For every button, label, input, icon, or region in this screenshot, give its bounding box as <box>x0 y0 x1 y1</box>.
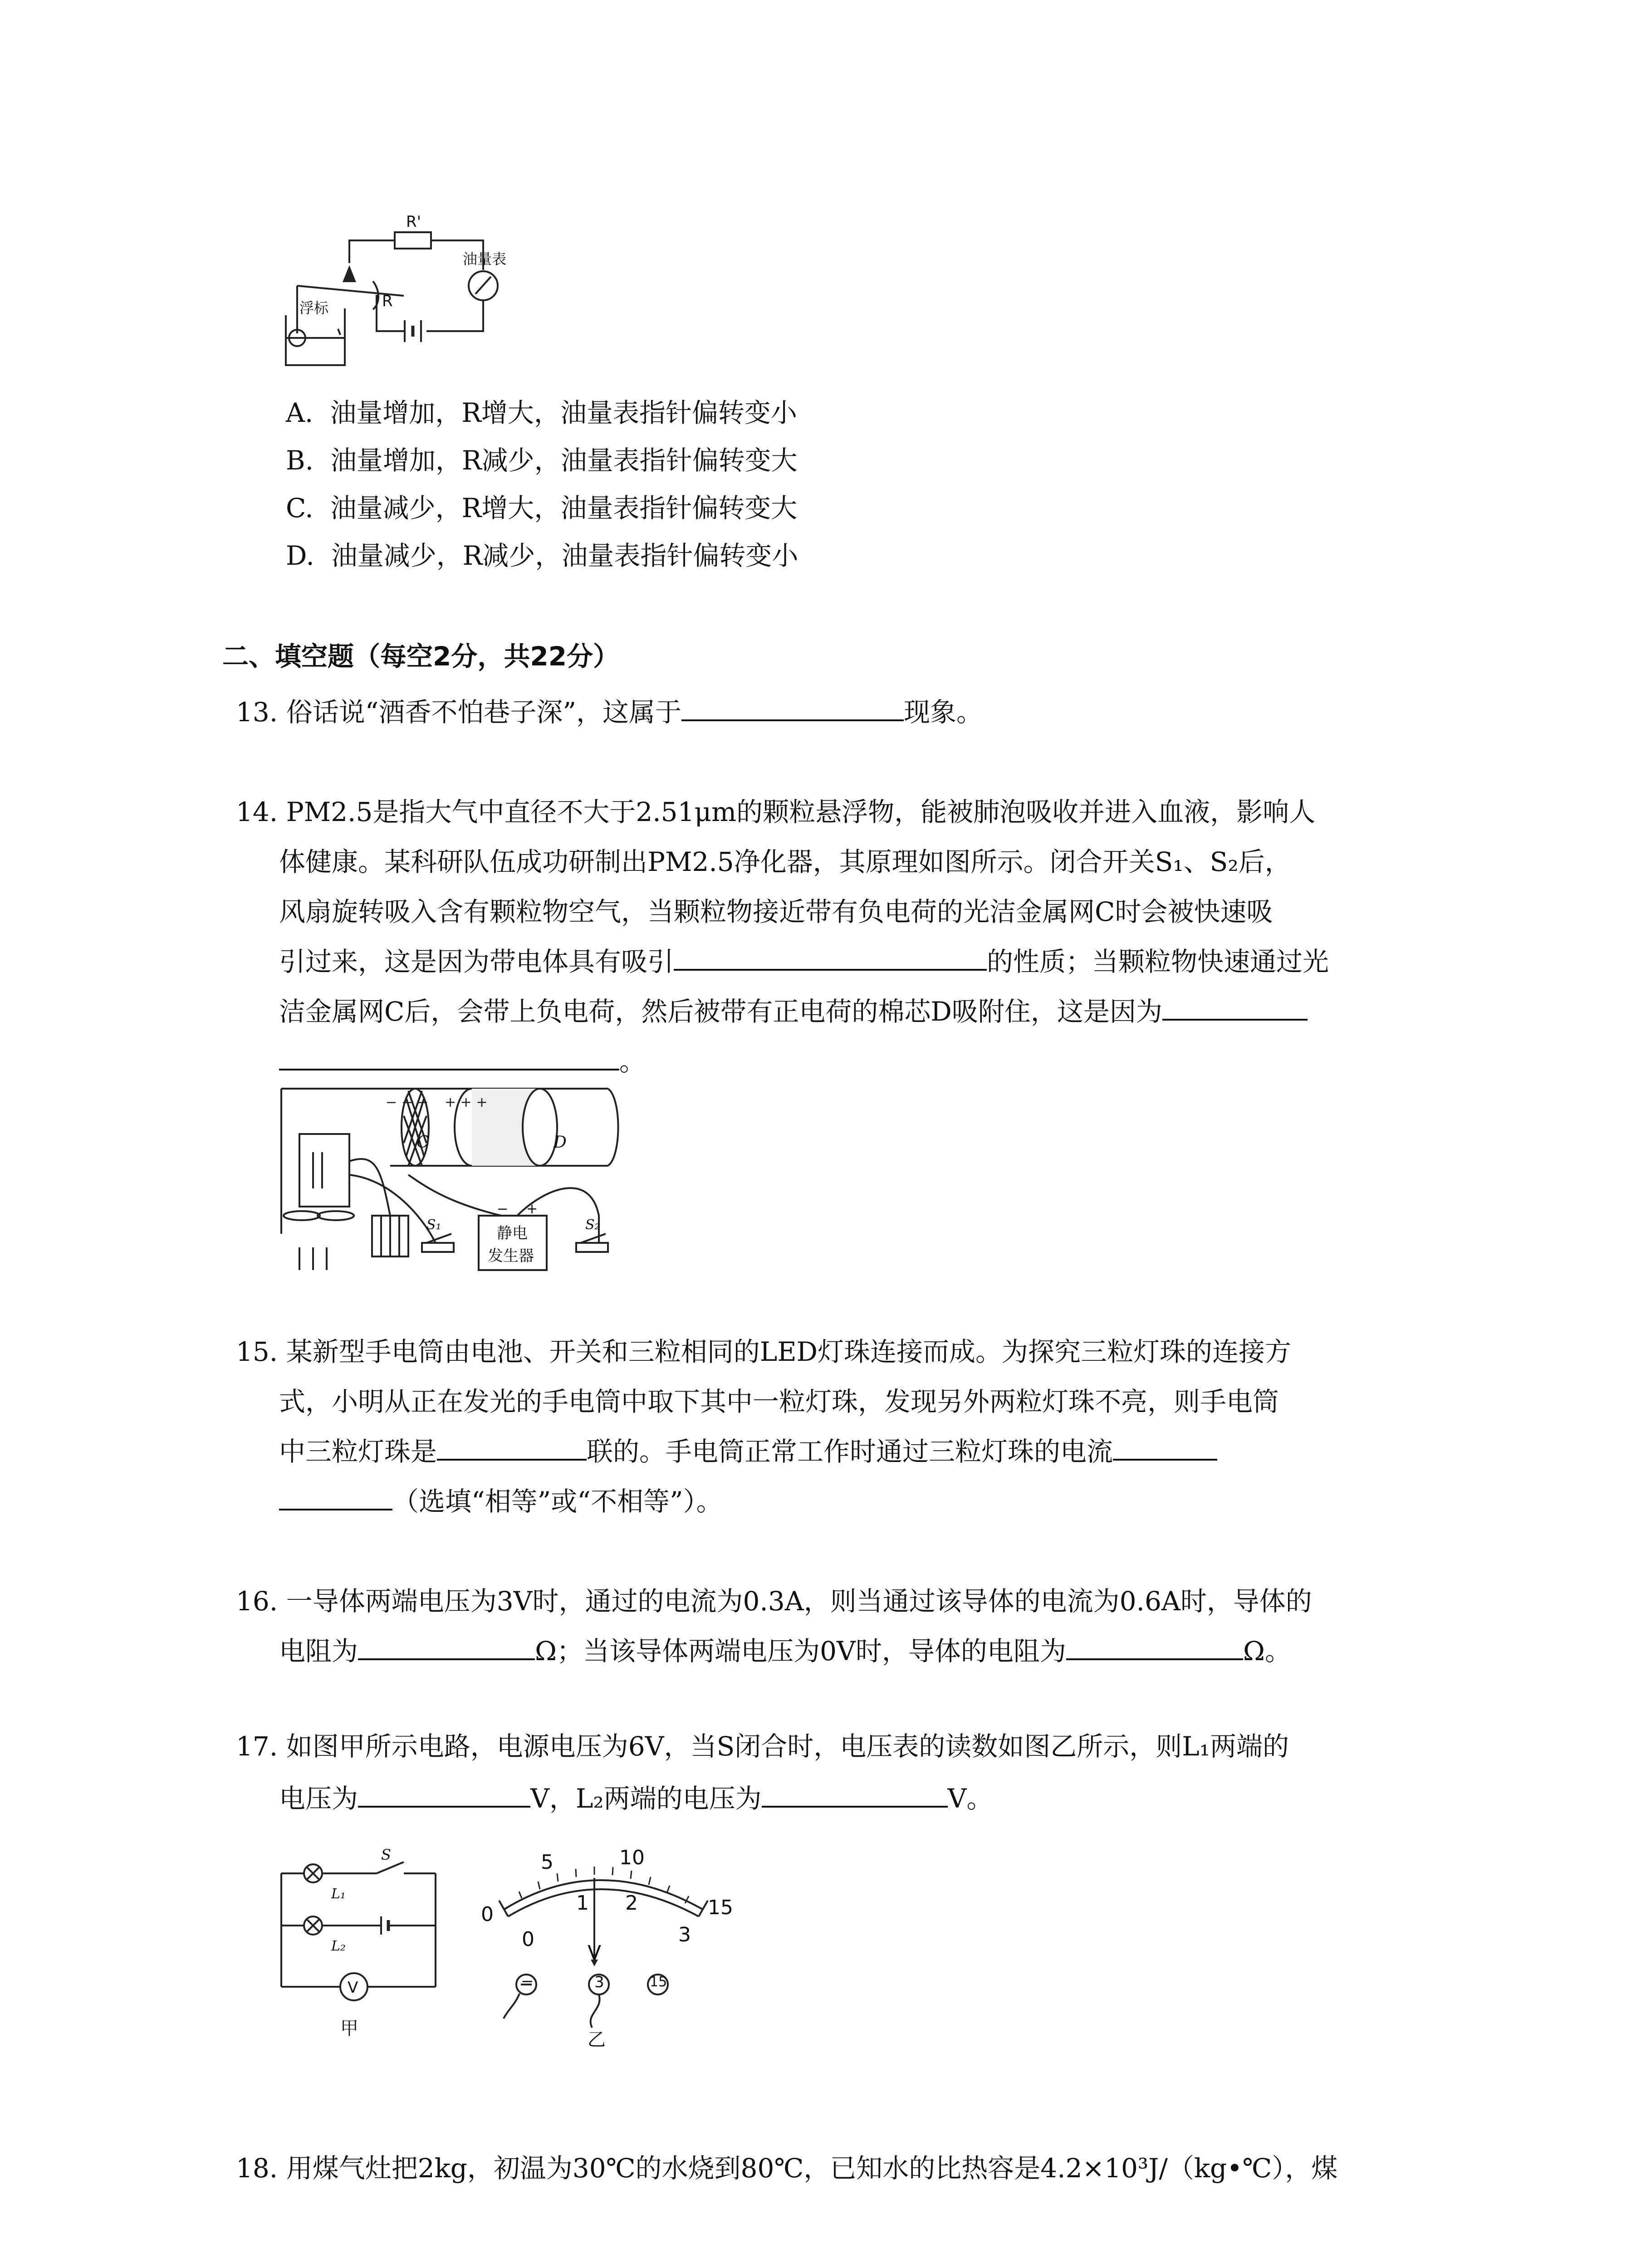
yi-bottom-tick-1: 1 <box>576 1892 589 1915</box>
voltmeter-yi-figure <box>472 1828 753 2050</box>
pm-generator-label-1: 静电 <box>497 1224 528 1242</box>
pm-minus-label: − <box>497 1201 509 1217</box>
answer-blank[interactable] <box>674 945 987 971</box>
pm25-purifier-figure <box>272 1080 635 1279</box>
q15-line-3b: 联的。手电筒正常工作时通过三粒灯珠的电流 <box>587 1436 1113 1467</box>
question-number: 16. <box>236 1586 278 1617</box>
jia-s-label: S <box>381 1846 391 1863</box>
option-text: 油量减少，R增大，油量表指针偏转变大 <box>330 493 798 523</box>
q13-text-b: 现象。 <box>904 697 983 728</box>
q17-line-2a: 电压为 <box>279 1783 358 1814</box>
svg-text:− − −: − − − <box>386 1095 429 1110</box>
option-text: 油量减少，R减少，油量表指针偏转变小 <box>331 540 798 571</box>
yi-v-label: V <box>588 1941 602 1965</box>
yi-bottom-tick-2: 2 <box>625 1892 638 1915</box>
pm-c-label: C <box>416 1133 429 1152</box>
q16-line-2a: 电阻为 <box>279 1636 358 1667</box>
option-a <box>286 395 797 431</box>
yi-bottom-tick-3: 3 <box>678 1923 691 1946</box>
yi-caption: 乙 <box>588 2029 606 2050</box>
option-text: 油量增加，R增大，油量表指针偏转变小 <box>330 397 797 428</box>
pm25-purifier-diagram <box>272 1080 635 1279</box>
q15-line-4 <box>279 1483 723 1520</box>
q14-line-6-text: 。 <box>619 1046 646 1077</box>
pm-d-label: D <box>554 1133 567 1152</box>
q16-line-2 <box>279 1633 1291 1669</box>
question-14 <box>236 794 1315 830</box>
q16-line-2b: Ω；当该导体两端电压为0V时，导体的电阻为 <box>535 1636 1066 1667</box>
question-18 <box>236 2150 1337 2186</box>
answer-blank[interactable] <box>1113 1435 1217 1461</box>
q17-line-2 <box>279 1780 993 1817</box>
q14-line-1: PM2.5是指大气中直径不大于2.51μm的颗粒悬浮物，能被肺泡吸收并进入血液，影响人 <box>286 797 1316 827</box>
q17-line-2b: V，L₂两端的电压为 <box>530 1783 762 1814</box>
q13-text-a: 俗话说“酒香不怕巷子深”，这属于 <box>286 697 681 728</box>
q16-line-1: 一导体两端电压为3V时，通过的电流为0.3A，则当通过该导体的电流为0.6A时，导体的 <box>286 1586 1312 1617</box>
question-number: 14. <box>236 797 278 827</box>
option-letter: A. <box>286 397 314 428</box>
q14-line-4a: 引过来，这是因为带电体具有吸引 <box>279 946 674 977</box>
option-letter: B. <box>286 445 314 476</box>
circuit-jia-figure <box>272 1842 454 2041</box>
q14-line-3: 风扇旋转吸入含有颗粒物空气，当颗粒物接近带有负电荷的光洁金属网C时会被快速吸 <box>279 896 1273 927</box>
q14-line-5-text: 洁金属网C后，会带上负电荷，然后被带有正电荷的棉芯D吸附住，这是因为 <box>279 996 1162 1027</box>
jia-l1-label: L₁ <box>331 1886 346 1902</box>
question-16 <box>236 1583 1312 1619</box>
q15-line-4-text: （选填“相等”或“不相等”）。 <box>392 1486 723 1517</box>
q14-line-4b: 的性质；当颗粒物快速通过光 <box>987 946 1329 977</box>
jia-l2-label: L₂ <box>331 1938 346 1954</box>
answer-blank[interactable] <box>358 1635 535 1660</box>
question-13 <box>236 694 983 730</box>
oil-meter-label: 油量表 <box>463 250 507 268</box>
oil-float-label: 浮标 <box>299 299 329 317</box>
yi-terminal-15: 15 <box>650 1974 667 1990</box>
oil-r-label: R <box>382 292 393 310</box>
option-letter: D. <box>286 540 314 571</box>
q15-line-3 <box>279 1433 1217 1470</box>
yi-top-tick-15: 15 <box>708 1896 733 1919</box>
svg-text:+ + +: + + + <box>445 1095 488 1110</box>
answer-blank[interactable] <box>437 1435 587 1461</box>
yi-top-tick-10: 10 <box>619 1846 645 1869</box>
pm-generator-label-2: 发生器 <box>488 1247 534 1265</box>
answer-blank[interactable] <box>762 1782 948 1808</box>
pm-s2-label: S₂ <box>585 1217 600 1233</box>
pm-plus-label: + <box>526 1201 538 1217</box>
option-text: 油量增加，R减少，油量表指针偏转变大 <box>330 445 798 476</box>
q18-line-1: 用煤气灶把2kg，初温为30℃的水烧到80℃，已知水的比热容是4.2×10³J/（kg•℃），煤 <box>286 2153 1338 2184</box>
q15-line-3a: 中三粒灯珠是 <box>279 1436 437 1467</box>
section-heading: 二、填空题（每空2分，共22分） <box>222 641 620 672</box>
option-d <box>286 538 798 574</box>
oil-r-prime-label: R' <box>406 213 421 231</box>
answer-blank[interactable] <box>1162 995 1308 1021</box>
option-c <box>286 490 797 526</box>
yi-top-tick-0: 0 <box>481 1903 494 1926</box>
q15-line-2: 式，小明从正在发光的手电筒中取下其中一粒灯珠，发现另外两粒灯珠不亮，则手电筒 <box>279 1386 1279 1417</box>
question-number: 15. <box>236 1336 278 1367</box>
question-17 <box>236 1728 1289 1765</box>
option-b <box>286 442 798 479</box>
answer-blank[interactable] <box>681 696 904 721</box>
yi-bottom-tick-0: 0 <box>522 1928 534 1951</box>
yi-top-tick-5: 5 <box>541 1851 554 1874</box>
q17-line-1: 如图甲所示电路，电源电压为6V，当S闭合时，电压表的读数如图乙所示，则L₁两端的 <box>286 1731 1289 1762</box>
answer-blank[interactable] <box>358 1782 530 1808</box>
answer-blank[interactable] <box>279 1485 392 1510</box>
q14-line-2: 体健康。某科研队伍成功研制出PM2.5净化器，其原理如图所示。闭合开关S₁、S₂后， <box>279 846 1291 877</box>
question-15 <box>236 1334 1291 1370</box>
option-letter: C. <box>286 493 314 523</box>
circuit-jia-diagram <box>272 1842 454 2041</box>
q14-line-4 <box>279 943 1329 980</box>
pm-s1-label: S₁ <box>426 1217 441 1233</box>
q15-line-1: 某新型手电筒由电池、开关和三粒相同的LED灯珠连接而成。为探究三粒灯珠的连接方 <box>286 1336 1292 1367</box>
question-number: 17. <box>236 1731 278 1762</box>
q14-line-6 <box>279 1043 646 1080</box>
yi-terminal-minus: − <box>521 1972 534 1990</box>
q14-line-5 <box>279 993 1308 1030</box>
q16-line-2c: Ω。 <box>1243 1636 1291 1667</box>
answer-blank[interactable] <box>279 1045 619 1070</box>
oil-gauge-circuit <box>277 213 513 367</box>
jia-voltmeter-label: V <box>348 1979 358 1997</box>
answer-blank[interactable] <box>1066 1635 1243 1660</box>
yi-terminal-3: 3 <box>594 1973 604 1991</box>
question-number: 13. <box>236 697 278 728</box>
oil-gauge-figure <box>277 213 513 367</box>
jia-caption: 甲 <box>340 2018 358 2039</box>
question-number: 18. <box>236 2153 278 2184</box>
q17-line-2c: V。 <box>947 1783 993 1814</box>
voltmeter-yi-diagram <box>472 1828 753 2046</box>
